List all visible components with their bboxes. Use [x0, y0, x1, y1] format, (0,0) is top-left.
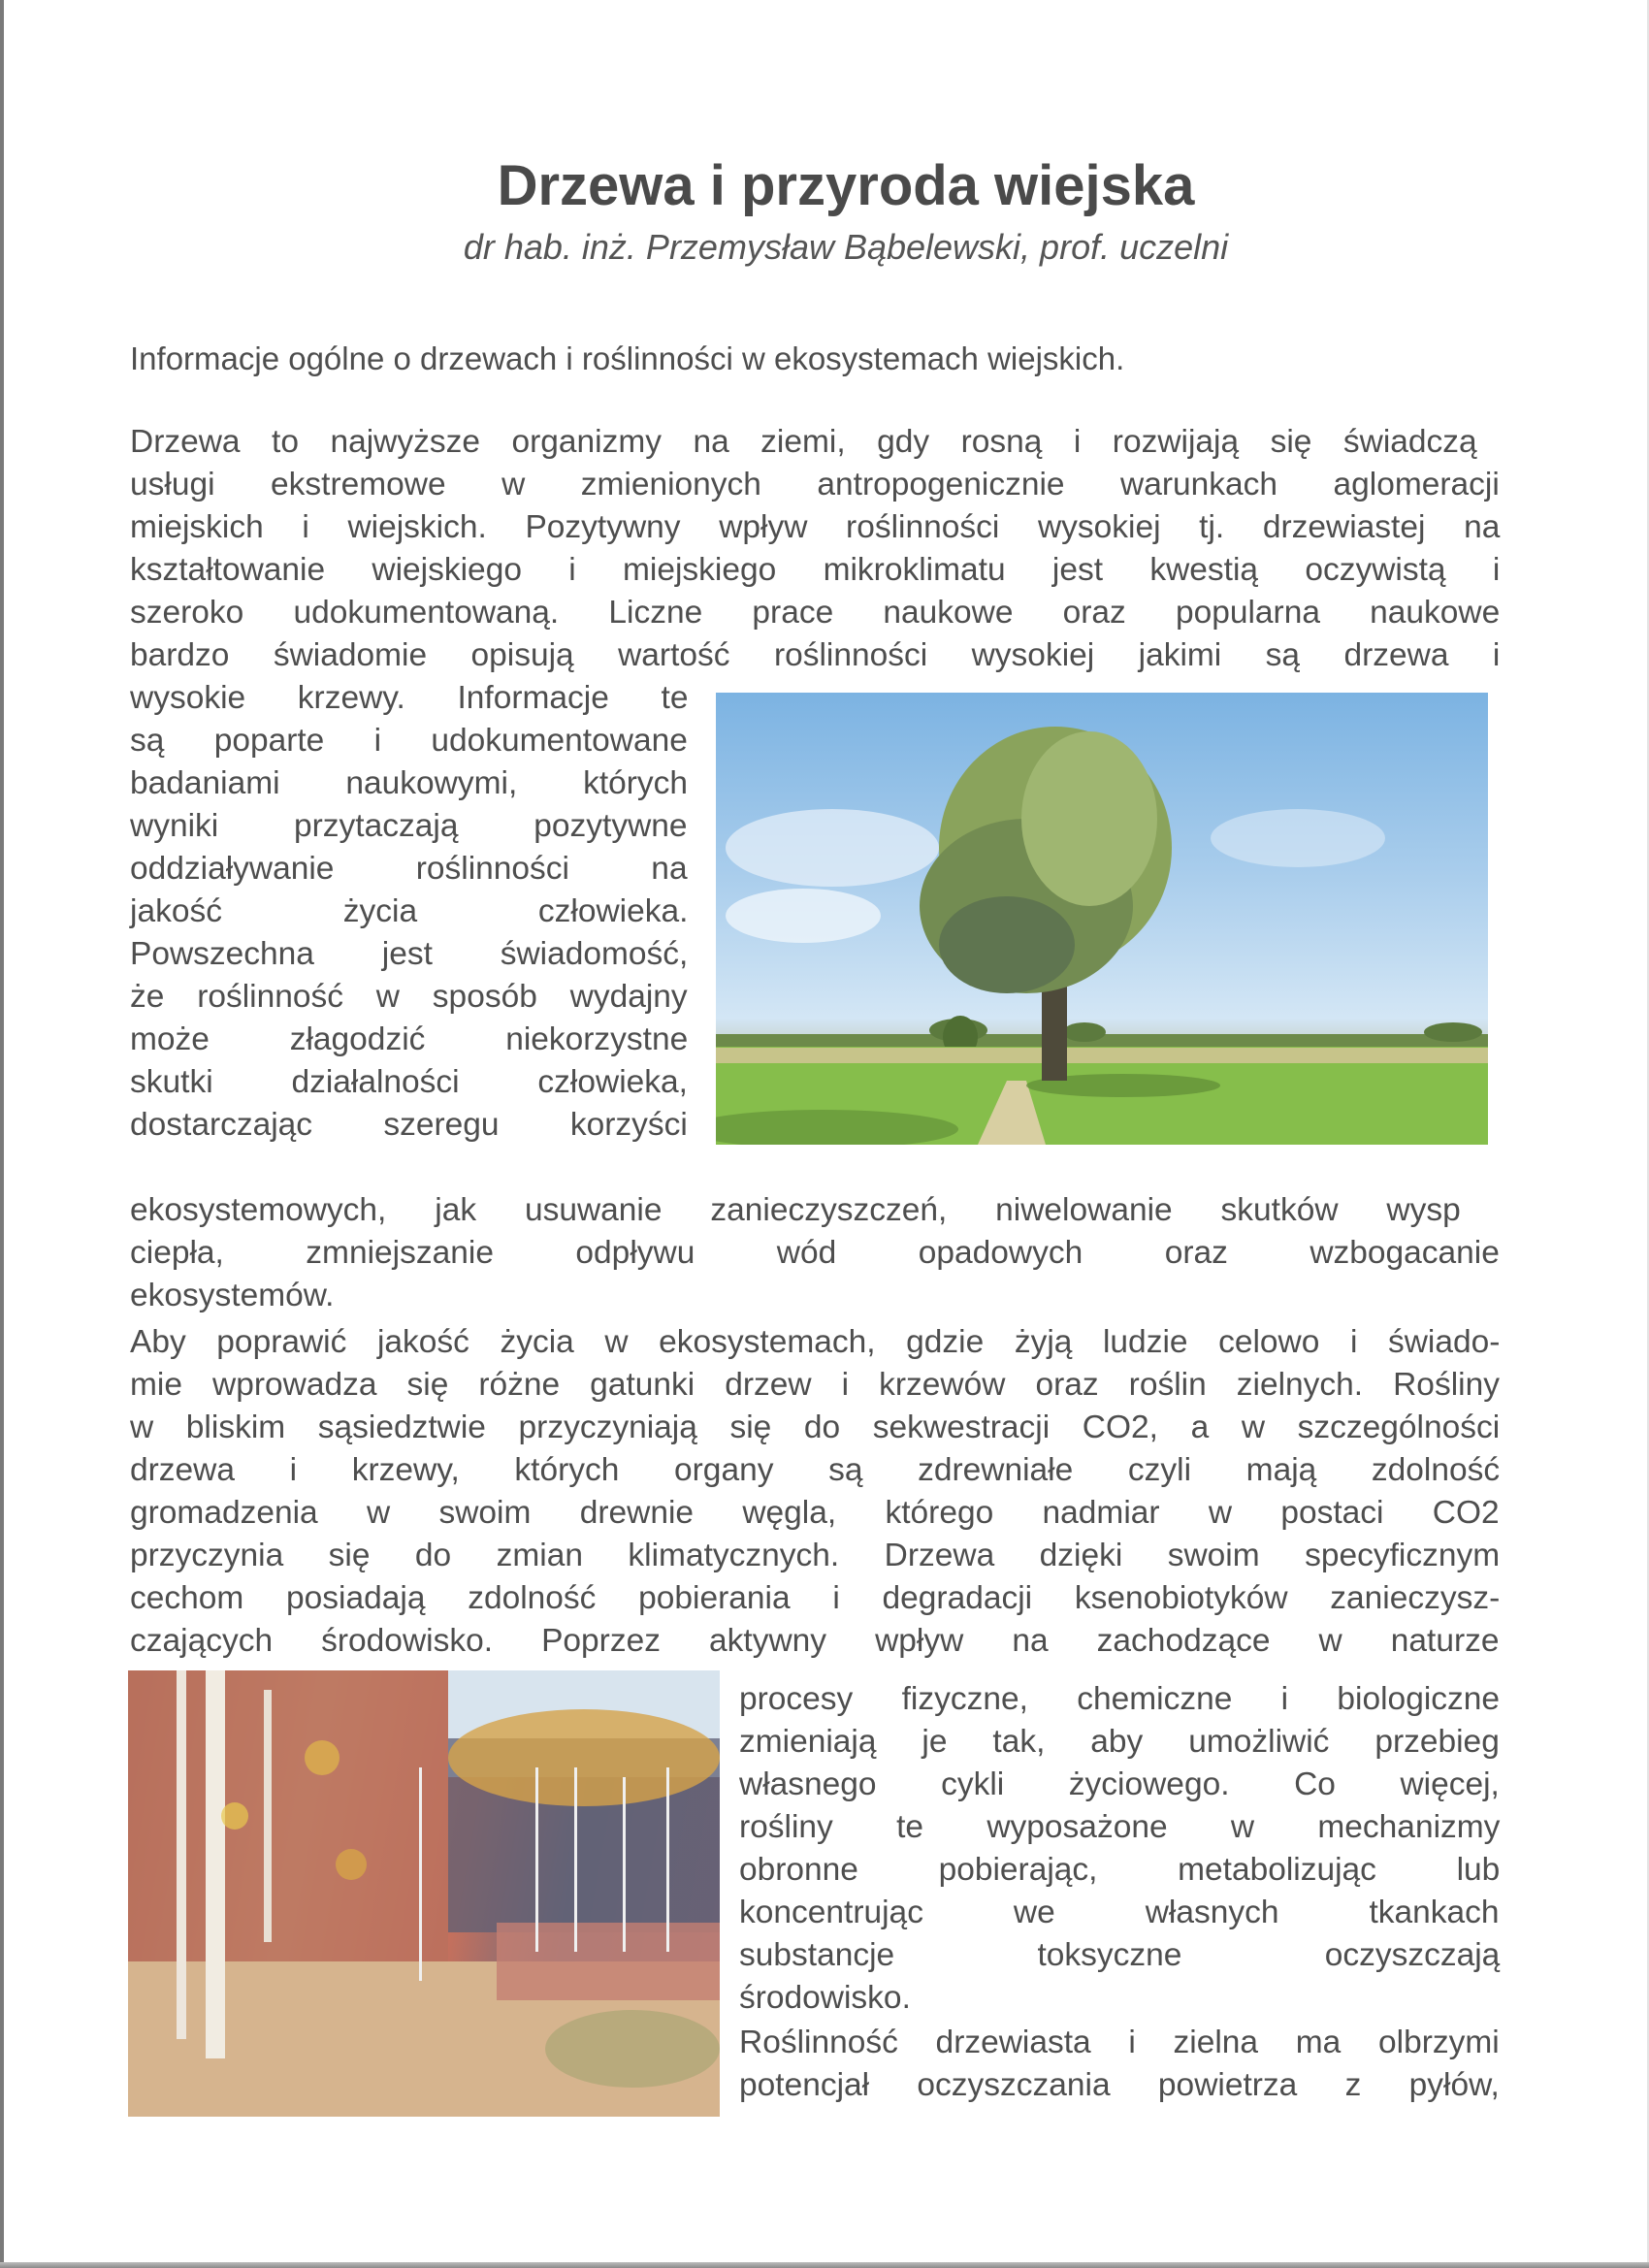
scan-edge: [0, 2262, 1649, 2268]
text-line: usługi ekstremowe w zmienionych antropogenicznie warunkach aglomeracji: [130, 467, 1500, 502]
article-author: dr hab. inż. Przemysław Bąbelewski, prof. uczelni: [463, 227, 1229, 267]
text-line: wyniki przytaczają pozytywne: [130, 808, 688, 844]
scan-edge: [0, 0, 4, 2268]
text-line: potencjał oczyszczania powietrza z pyłów,: [739, 2067, 1500, 2103]
text-line: są poparte i udokumentowane: [130, 723, 688, 759]
text-line: Roślinność drzewiasta i zielna ma olbrzymi: [739, 2025, 1500, 2060]
text-line: procesy fizyczne, chemiczne i biologiczne: [739, 1681, 1501, 1717]
text-line: w bliskim sąsiedztwie przyczyniają się do sekwestracji CO2, a w szczególności: [130, 1409, 1501, 1445]
text-line: mie wprowadza się różne gatunki drzew i krzewów oraz roślin zielnych. Rośliny: [130, 1367, 1500, 1403]
text-line: drzewa i krzewy, których organy są zdrewniałe czyli mają zdolność: [130, 1452, 1501, 1488]
text-line: Drzewa to najwyższe organizmy na ziemi, gdy rosną i rozwijają się świadczą: [130, 424, 1477, 460]
text-line: koncentrując we własnych tkankach: [739, 1895, 1500, 1930]
text-line: wysokie krzewy. Informacje te: [130, 680, 689, 716]
text-line: zmieniają je tak, aby umożliwić przebieg: [739, 1724, 1500, 1760]
text-line: że roślinność w sposób wydajny: [130, 979, 688, 1015]
text-line: szeroko udokumentowaną. Liczne prace naukowe oraz popularna naukowe: [130, 595, 1501, 631]
lone-tree-illustration: [716, 693, 1488, 1145]
text-line: ekosystemowych, jak usuwanie zanieczyszczeń, niwelowanie skutków wysp: [130, 1192, 1461, 1228]
text-line: może złagodzić niekorzystne: [130, 1021, 689, 1057]
text-line: czających środowisko. Poprzez aktywny wpływ na zachodzące w naturze: [130, 1623, 1500, 1659]
autumn-birch-forest-photo: [128, 1670, 720, 2117]
text-line: oddziaływanie roślinności na: [130, 851, 688, 887]
text-line: przyczynia się do zmian klimatycznych. Drzewa dzięki swoim specyficznym: [130, 1538, 1501, 1573]
text-line: kształtowanie wiejskiego i miejskiego mikroklimatu jest kwestią oczywistą i: [130, 552, 1501, 588]
text-line: środowisko.: [739, 1980, 911, 2016]
text-line: ekosystemów.: [130, 1278, 335, 1313]
text-line: dostarczając szeregu korzyści: [130, 1107, 688, 1143]
text-line: obronne pobierając, metabolizując lub: [739, 1852, 1501, 1888]
lead-text: Informacje ogólne o drzewach i roślinności w ekosystemach wiejskich.: [130, 340, 1125, 376]
text-line: ciepła, zmniejszanie odpływu wód opadowych oraz wzbogacanie: [130, 1235, 1500, 1271]
text-line: Powszechna jest świadomość,: [130, 936, 689, 972]
lone-tree-photo: [716, 693, 1488, 1145]
text-line: jakość życia człowieka.: [130, 893, 689, 929]
text-line: miejskich i wiejskich. Pozytywny wpływ roślinności wysokiej tj. drzewiastej na: [130, 509, 1501, 545]
text-line: bardzo świadomie opisują wartość roślinności wysokiej jakimi są drzewa i: [130, 637, 1501, 673]
text-line: skutki działalności człowieka,: [130, 1064, 688, 1100]
text-line: substancje toksyczne oczyszczają: [739, 1937, 1501, 1973]
text-line: badaniami naukowymi, których: [130, 765, 689, 801]
text-line: rośliny te wyposażone w mechanizmy: [739, 1809, 1501, 1845]
article-title: Drzewa i przyroda wiejska: [497, 154, 1195, 217]
text-line: Aby poprawić jakość życia w ekosystemach, gdzie żyją ludzie celowo i świado-: [130, 1324, 1501, 1360]
text-line: gromadzenia w swoim drewnie węgla, którego nadmiar w postaci CO2: [130, 1495, 1500, 1531]
text-line: cechom posiadają zdolność pobierania i degradacji ksenobiotyków zanieczysz-: [130, 1580, 1501, 1616]
text-line: własnego cykli życiowego. Co więcej,: [739, 1766, 1500, 1802]
autumn-forest-illustration: [128, 1670, 720, 2117]
